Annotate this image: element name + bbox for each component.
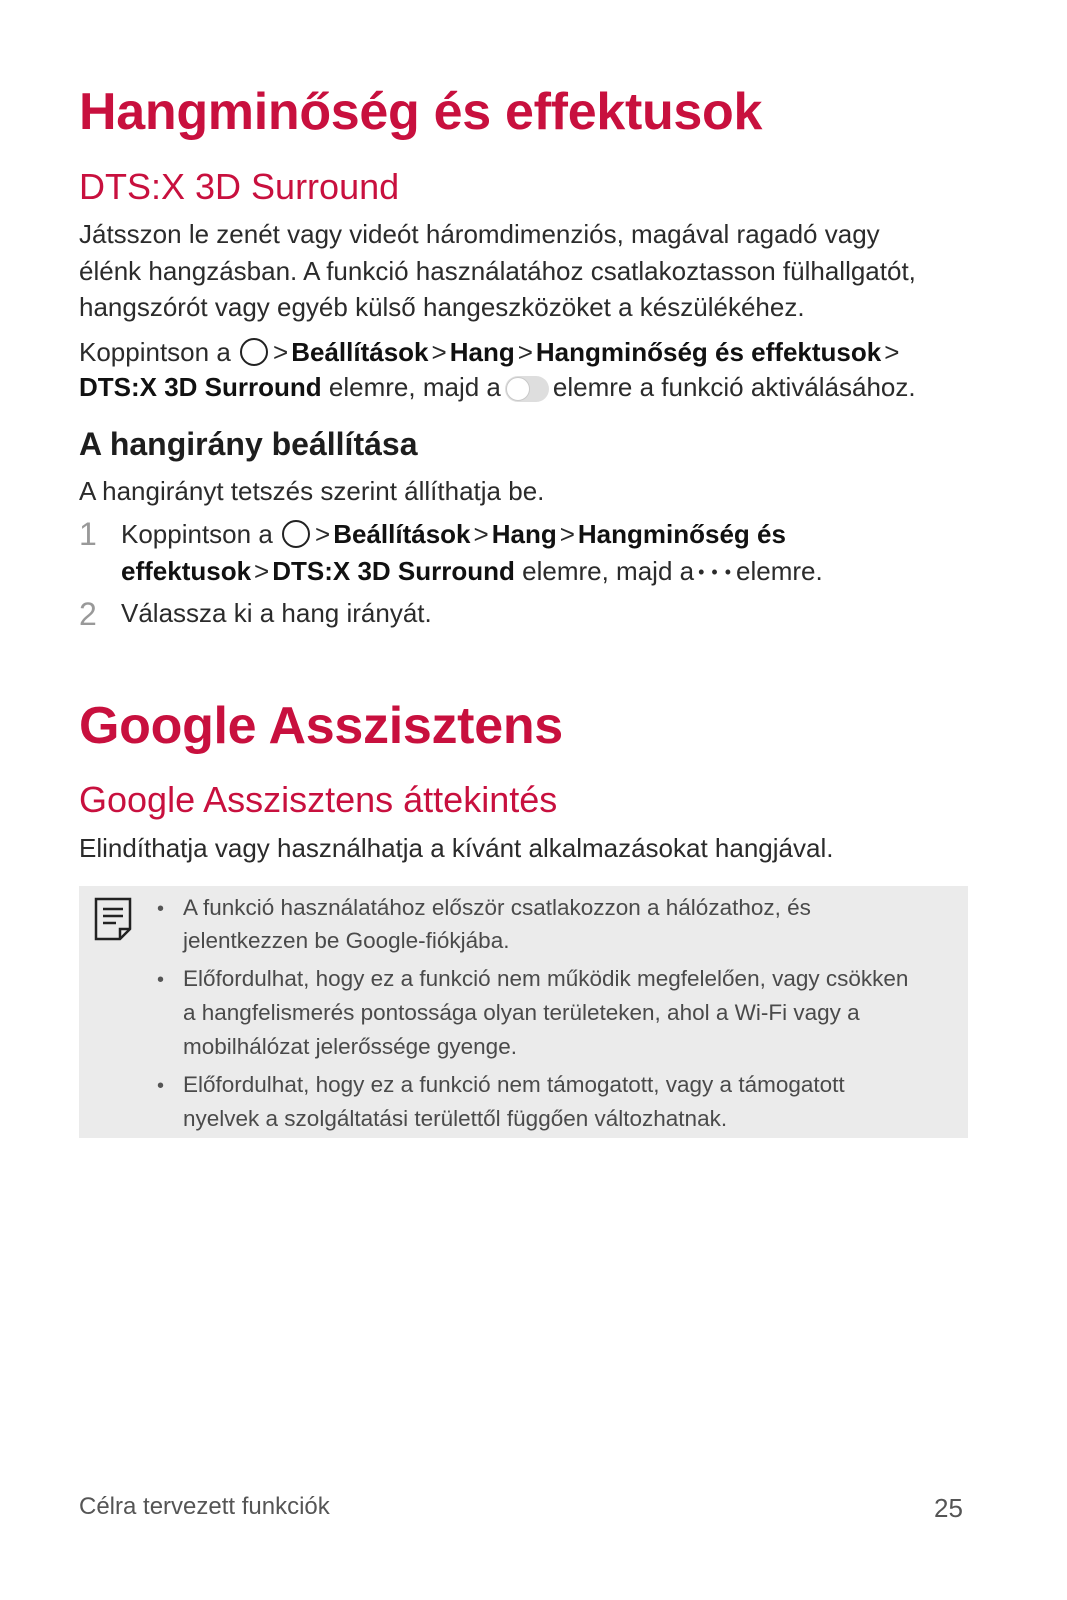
subheading-direction: A hangirány beállítása [79,426,418,462]
path-sound-quality: Hangminőség és [577,519,786,549]
instruction-prefix: Koppintson a [79,337,231,367]
section-title-google-assistant: Google Asszisztens [79,697,563,755]
step-suffix: elemre. [736,556,823,586]
note-item-line: Előfordulhat, hogy ez a funkció nem támogatott, vagy a támogatott [183,1072,845,1097]
path-separator: > [517,337,533,367]
path-sound: Hang [449,337,515,367]
instruction-middle: elemre, majd a [328,372,501,402]
step-1-line-1 [121,520,786,548]
subtitle-google-assistant-overview: Google Asszisztens áttekintés [79,779,558,820]
step-number: 2 [79,596,97,632]
path-settings: Beállítások [291,337,429,367]
footer-chapter: Célra tervezett funkciók [79,1493,330,1520]
note-icon [94,897,132,941]
intro-line: hangszórót vagy egyéb külső hangeszközöket a készülékéhez. [79,292,805,322]
path-separator: > [431,337,447,367]
note-item-line: a hangfelismerés pontossága olyan területeken, ahol a Wi-Fi vagy a [183,1000,860,1025]
subtitle-dtsx: DTS:X 3D Surround [79,166,400,207]
path-sound-quality: Hangminőség és effektusok [535,337,882,367]
section-title-sound-quality: Hangminőség és effektusok [79,83,763,141]
instruction-line-2 [79,374,916,402]
note-bullet: • [157,898,165,920]
path-sound-quality: effektusok [121,556,252,586]
note-item-line: nyelvek a szolgáltatási területtől függően változhatnak. [183,1106,728,1131]
path-separator: > [884,337,900,367]
instruction-line-1 [79,338,902,366]
path-settings: Beállítások [333,519,471,549]
home-circle-icon [240,338,268,366]
path-separator: > [473,519,489,549]
path-separator: > [273,337,289,367]
path-separator: > [254,556,270,586]
direction-intro: A hangirányt tetszés szerint állíthatja be. [79,476,545,506]
step-prefix: Koppintson a [121,519,273,549]
note-item-line: jelentkezzen be Google-fiókjába. [183,928,510,953]
path-separator: > [559,519,575,549]
step-number: 1 [79,516,97,552]
instruction-suffix: elemre a funkció aktiválásához. [552,372,916,402]
path-dtsx: DTS:X 3D Surround [272,556,515,586]
path-dtsx: DTS:X 3D Surround [79,372,322,402]
page-number: 25 [934,1493,963,1523]
step-2-text: Válassza ki a hang irányát. [121,598,432,628]
intro-line: élénk hangzásban. A funkció használatához csatlakoztasson fülhallgatót, [79,256,916,286]
step-middle: elemre, majd a [522,556,695,586]
more-options-icon: • • • [698,562,733,582]
path-sound: Hang [491,519,557,549]
intro-line: Játsszon le zenét vagy videót háromdimenziós, magával ragadó vagy [79,219,880,249]
note-bullet: • [157,969,165,991]
note-item-line: A funkció használatához először csatlakozzon a hálózathoz, és [183,895,811,920]
toggle-switch-icon [505,376,549,402]
step-1-line-2 [121,558,823,584]
note-item-line: mobilhálózat jelerőssége gyenge. [183,1034,517,1059]
note-item-line: Előfordulhat, hogy ez a funkció nem működik megfelelően, vagy csökken [183,966,909,991]
path-separator: > [315,519,331,549]
note-bullet: • [157,1075,165,1097]
home-circle-icon [282,520,310,548]
google-assistant-intro: Elindíthatja vagy használhatja a kívánt alkalmazásokat hangjával. [79,833,834,863]
